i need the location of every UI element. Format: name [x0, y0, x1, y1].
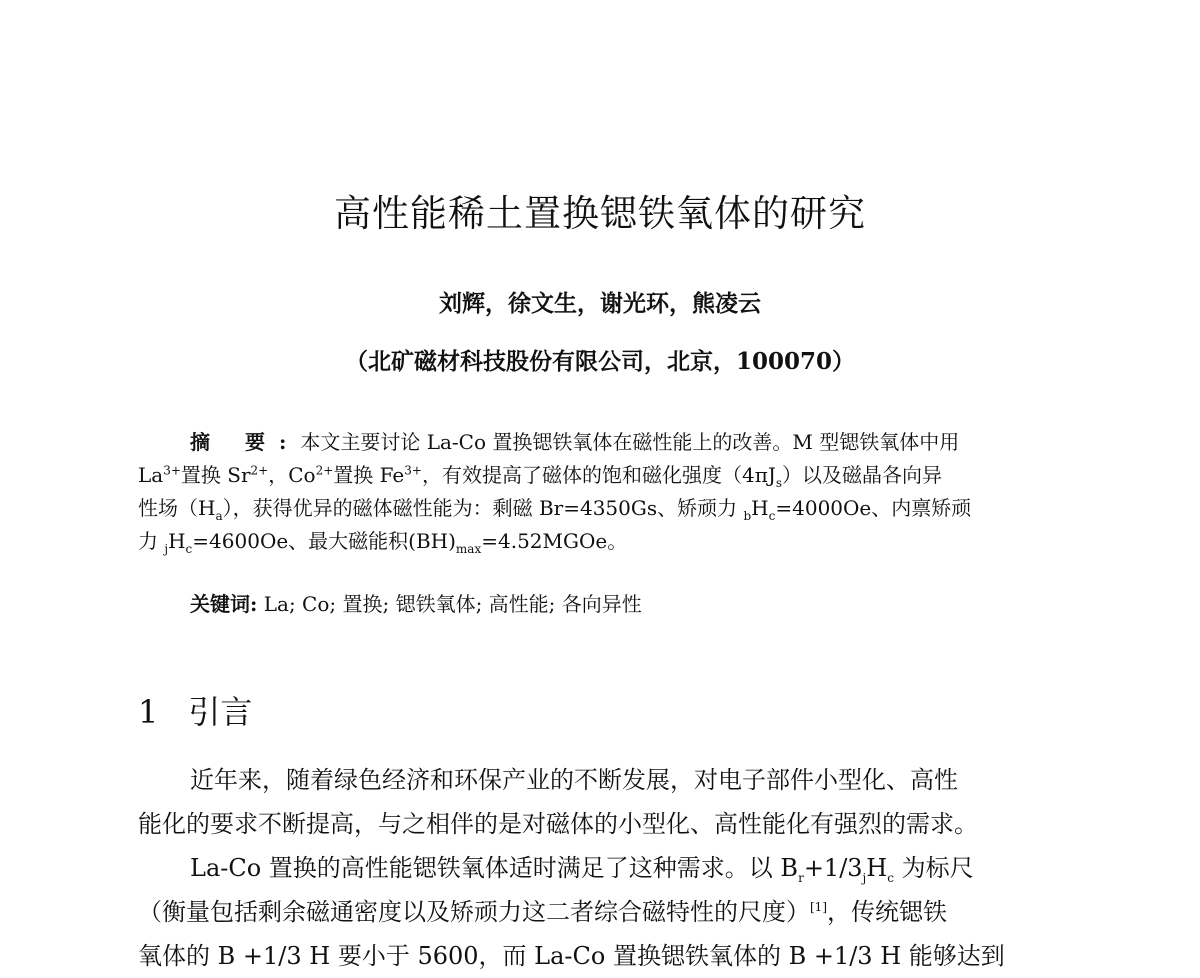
body-line-2: 能化的要求不断提高，与之相伴的是对磁体的小型化、高性能化有强烈的需求。	[138, 810, 978, 838]
body-line-3: La-Co 置换的高性能锶铁氧体适时满足了这种需求。以 $B_r+1/3_jH_c$ 为标尺	[190, 854, 974, 885]
section-heading	[138, 687, 252, 733]
abstract-line-4: 力 $_jH_c=4600Oe$、最大磁能积$(BH)_{max}=4.52MGOe$。	[138, 529, 628, 556]
body-text	[138, 758, 1078, 978]
body-line-1: 近年来，随着绿色经济和环保产业的不断发展，对电子部件小型化、高性	[190, 766, 958, 794]
keywords-line	[190, 589, 1070, 619]
keywords-label: 关键词:	[190, 592, 258, 616]
body-line-4: （衡量包括剩余磁通密度以及矫顽力这二者综合磁特性的尺度）[1]，传统锶铁	[138, 898, 947, 926]
paper-authors: 刘辉，徐文生，谢光环，熊凌云	[439, 290, 761, 317]
abstract-line-2: $La^{3+}$置换 $Sr^{2+}$，$Co^{2+}$置换 $Fe^{3+}$，有效提高了磁体的饱和磁化强度$(4\pi J_s)$以及磁晶各向异	[138, 463, 943, 490]
abstract-line-3: 性场$(H_a)$，获得优异的磁体磁性能为：剩磁 Br=4350Gs、矫顽力 $_bH_c=4000Oe$、内禀矫顽	[138, 496, 972, 523]
abstract-line-1: 摘 要:本文主要讨论 La-Co 置换锶铁氧体在磁性能上的改善。M 型锶铁氧体中用	[190, 430, 960, 454]
abstract-block	[138, 426, 1078, 558]
body-line-5: 氧体的 B +1/3 H 要小于 5600，而 La-Co 置换锶铁氧体的 B +1/3 H 能够达到	[138, 942, 1005, 970]
abstract-label: 摘 要:	[190, 430, 301, 454]
paper-affiliation: （北矿磁材科技股份有限公司，北京，100070）	[344, 348, 856, 375]
section-title: 引言	[188, 693, 253, 731]
keywords-text: La; Co; 置换; 锶铁氧体; 高性能; 各向异性	[263, 592, 642, 616]
section-number: 1	[138, 693, 159, 731]
citation-ref: [1]	[810, 900, 827, 914]
paper-title: 高性能稀土置换锶铁氧体的研究	[334, 192, 866, 235]
